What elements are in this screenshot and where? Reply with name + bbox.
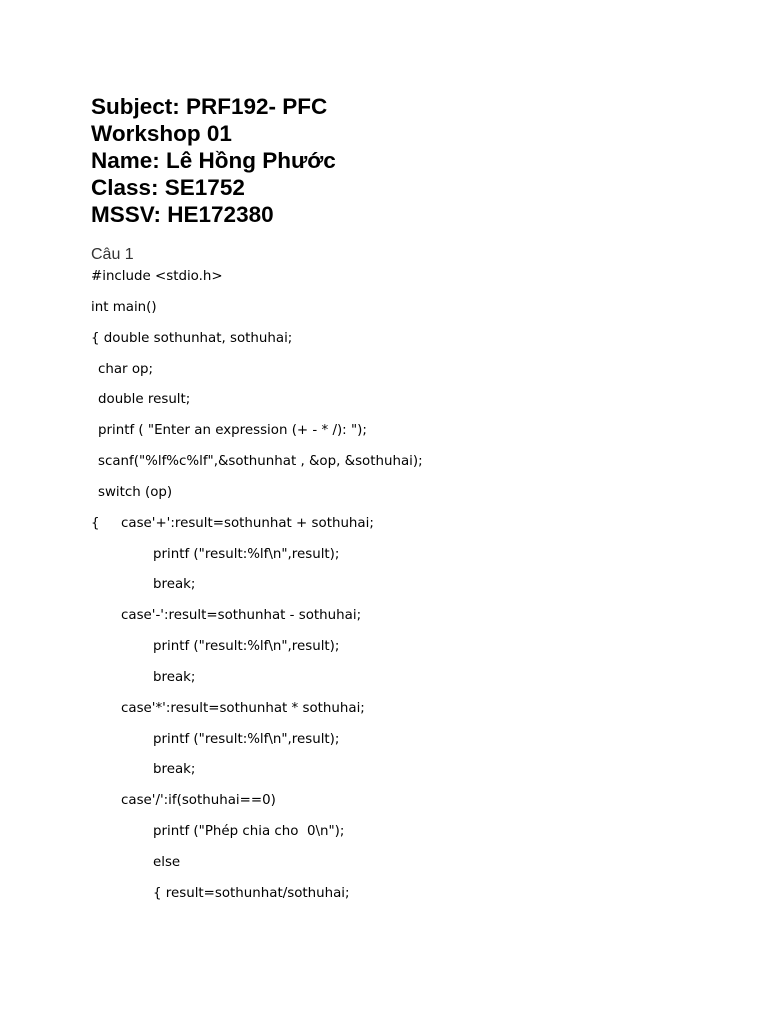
code-line: break; — [153, 670, 196, 685]
code-line: printf ("Phép chia cho 0\n"); — [153, 824, 345, 839]
workshop-line: Workshop 01 — [91, 121, 232, 146]
code-line: #include <stdio.h> — [91, 269, 223, 284]
class-line: Class: SE1752 — [91, 175, 245, 200]
student-name-line: Name: Lê Hồng Phước — [91, 148, 336, 173]
document-header — [91, 93, 336, 228]
code-line: printf ("result:%lf\n",result); — [153, 732, 340, 747]
code-line: printf ( "Enter an expression (+ - * /): "); — [98, 423, 367, 438]
subject-line: Subject: PRF192- PFC — [91, 94, 328, 119]
code-line: int main() — [91, 300, 157, 315]
code-line: case'+':result=sothunhat + sothuhai; — [121, 516, 374, 531]
student-id-line: MSSV: HE172380 — [91, 202, 274, 227]
code-line: case'*':result=sothunhat * sothuhai; — [121, 701, 365, 716]
code-line: scanf("%lf%c%lf",&sothunhat , &op, &sothuhai); — [98, 454, 423, 469]
code-line: case'-':result=sothunhat - sothuhai; — [121, 608, 362, 623]
code-line: { — [91, 516, 100, 531]
code-line: double result; — [98, 392, 191, 407]
code-line: printf ("result:%lf\n",result); — [153, 639, 340, 654]
code-line: { result=sothunhat/sothuhai; — [153, 886, 350, 901]
section-title: Câu 1 — [91, 246, 134, 263]
code-line: char op; — [98, 362, 154, 377]
code-line: switch (op) — [98, 485, 173, 500]
code-line: else — [153, 855, 181, 870]
code-line: break; — [153, 577, 196, 592]
code-line: printf ("result:%lf\n",result); — [153, 547, 340, 562]
code-line: case'/':if(sothuhai==0) — [121, 793, 276, 808]
code-line: { double sothunhat, sothuhai; — [91, 331, 293, 346]
code-line: break; — [153, 762, 196, 777]
